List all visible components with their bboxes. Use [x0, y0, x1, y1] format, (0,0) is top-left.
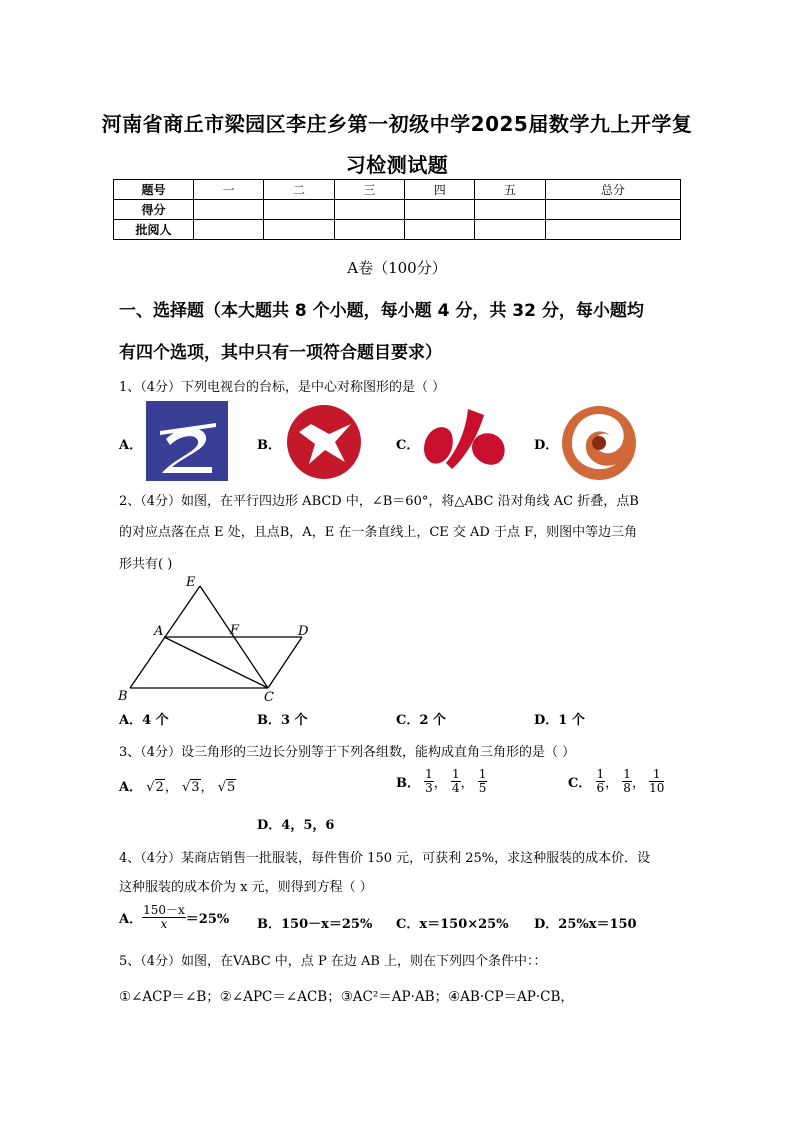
table-cell: 总分: [545, 180, 680, 200]
table-cell[interactable]: [545, 220, 680, 240]
label-e: E: [186, 575, 196, 590]
fraction: $\frac{150-x}{x}$: [143, 903, 185, 931]
q2-stem-line3: 形共有( ): [119, 557, 173, 572]
q5-stem: 5、（4分）如图，在VABC 中，点 P 在边 AB 上，则在下列四个条件中：：: [119, 954, 547, 969]
table-cell: 五: [475, 180, 545, 200]
section-a-heading: A卷（100分）: [347, 259, 447, 277]
fraction: $\frac{1}{3}$: [425, 767, 433, 795]
q1-option-d[interactable]: D．: [534, 438, 559, 453]
table-cell[interactable]: [334, 220, 404, 240]
q1-option-b[interactable]: B．: [257, 438, 281, 453]
fraction: $\frac{1}{6}$: [596, 767, 605, 795]
table-cell: 三: [334, 180, 404, 200]
fraction: $\frac{1}{10}$: [649, 767, 665, 795]
label-d: D: [298, 624, 309, 639]
table-cell[interactable]: [405, 200, 475, 220]
q4-stem-line1: 4、（4分）某商店销售一批服装，每件售价 150 元，可获利 25%，求这种服装的成本价．设: [119, 851, 651, 866]
table-row: [114, 220, 681, 240]
tv-logo-b-icon: [285, 404, 363, 480]
q2-option-a[interactable]: A．4 个: [119, 713, 169, 728]
q1-option-a[interactable]: A．: [119, 438, 143, 453]
label-a: A: [154, 624, 164, 639]
tv-logo-d-icon: [560, 404, 638, 482]
q1-option-c[interactable]: C．: [396, 438, 420, 453]
table-cell: 题号: [114, 180, 194, 200]
fraction: $\frac{1}{5}$: [478, 767, 487, 795]
q3-option-d[interactable]: D．4，5，6: [257, 818, 335, 833]
option-label: B．: [396, 776, 420, 791]
section-1-heading-line1: 一、选择题（本大题共 8 个小题，每小题 4 分，共 32 分，每小题均: [119, 301, 644, 321]
option-label: C．: [568, 776, 592, 791]
table-cell[interactable]: [475, 220, 545, 240]
q2-stem-line1: 2、（4分）如图，在平行四边形 ABCD 中，∠B＝60°，将△ABC 沿对角线 AC 折叠，点B: [119, 494, 639, 509]
table-cell[interactable]: [194, 220, 264, 240]
q2-option-d[interactable]: D．1 个: [534, 713, 585, 728]
sqrt: √3: [181, 780, 200, 795]
q3-option-b[interactable]: B． $\frac{1}{3}$ ， $\frac{1}{4}$ ， $\frac{1}{5}$: [396, 767, 487, 795]
q2-option-c[interactable]: C．2 个: [396, 713, 446, 728]
table-cell[interactable]: [264, 220, 334, 240]
option-label: A．: [119, 780, 143, 795]
table-cell[interactable]: [405, 220, 475, 240]
q4-option-a[interactable]: A． $\frac{150-x}{x}$ ＝25%: [119, 903, 230, 931]
q2-option-b[interactable]: B．3 个: [257, 713, 308, 728]
q5-conditions: ①∠ACP＝∠B；②∠APC＝∠ACB；③AC²＝AP·AB；④AB·CP＝AP·CB，: [119, 989, 574, 1005]
table-row: [114, 200, 681, 220]
table-cell[interactable]: [475, 200, 545, 220]
q3-option-c[interactable]: C． $\frac{1}{6}$ ， $\frac{1}{8}$ ， $\frac{1}{10}$: [568, 767, 665, 795]
table-cell: 二: [264, 180, 334, 200]
doc-title-line1: 河南省商丘市梁园区李庄乡第一初级中学2025届数学九上开学复: [101, 112, 693, 136]
q4-option-c[interactable]: C．x＝150×25%: [396, 917, 509, 932]
section-1-heading-line2: 有四个选项，其中只有一项符合题目要求）: [119, 343, 442, 363]
fraction: $\frac{1}{8}$: [623, 767, 631, 795]
score-table: [113, 179, 681, 240]
q4-option-d[interactable]: D．25%x＝150: [534, 917, 637, 932]
q1-stem: 1、（4分）下列电视台的台标，是中心对称图形的是（ ）: [119, 380, 446, 395]
tv-logo-a-icon: [146, 401, 228, 481]
table-cell: 四: [405, 180, 475, 200]
label-f: F: [230, 623, 240, 638]
table-row: [114, 180, 681, 200]
table-cell: 批阅人: [114, 220, 194, 240]
q2-stem-line2: 的对应点落在点 E 处，且点B，A，E 在一条直线上，CE 交 AD 于点 F，则图中等边三角: [119, 525, 638, 540]
table-cell: 得分: [114, 200, 194, 220]
label-c: C: [264, 690, 274, 704]
label-b: B: [118, 689, 128, 704]
q4-stem-line2: 这种服装的成本价为 x 元，则得到方程（ ）: [119, 880, 373, 895]
table-cell[interactable]: [194, 200, 264, 220]
table-cell[interactable]: [334, 200, 404, 220]
table-cell[interactable]: [545, 200, 680, 220]
sqrt: √2: [146, 780, 164, 795]
table-cell[interactable]: [264, 200, 334, 220]
q3-stem: 3、（4分）设三角形的三边长分别等于下列各组数，能构成直角三角形的是（ ）: [119, 745, 576, 760]
q2-parallelogram-figure: [114, 574, 314, 704]
tv-logo-c-icon: [422, 405, 508, 479]
table-cell: 一: [194, 180, 264, 200]
q4-option-b[interactable]: B．150－x＝25%: [257, 917, 373, 932]
doc-title-line2: 习检测试题: [345, 153, 449, 177]
sqrt: √5: [217, 780, 236, 795]
fraction: $\frac{1}{4}$: [451, 767, 460, 795]
q3-option-a[interactable]: A． √2， √3， √5: [119, 780, 236, 795]
